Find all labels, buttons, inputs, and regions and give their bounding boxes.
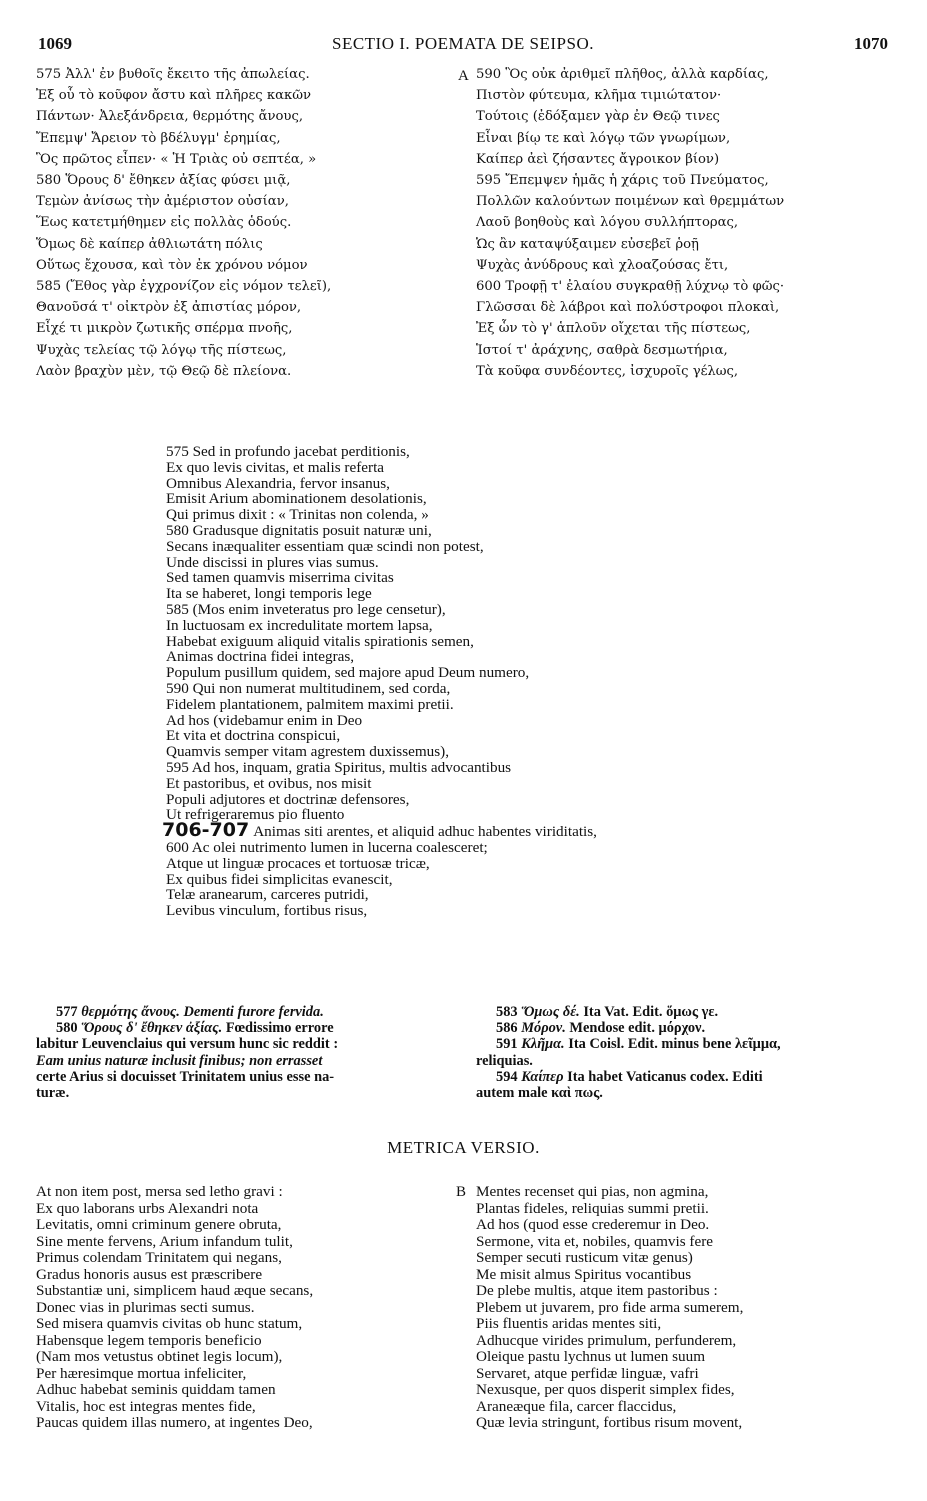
page-number-right: 1070 — [854, 34, 888, 53]
footnote-continuation: turæ. — [36, 1085, 70, 1102]
greek-verse-line: Πάντων· Ἀλεξάνδρεια, θερμότης ἄνους, — [36, 109, 304, 125]
footnote — [476, 1085, 906, 1101]
footnote-text: Dementi furore fervida. — [183, 1004, 324, 1020]
footnote-number: 586 — [496, 1020, 518, 1037]
latin-verse-line: Omnibus Alexandria, fervor insanus, — [166, 474, 390, 492]
footnote — [476, 1020, 906, 1036]
greek-verse-line: Λαὸν βραχὺν μὲν, τῷ Θεῷ δὲ πλείονα. — [36, 363, 292, 379]
greek-verse-line: 590 Ὃς οὐκ ἀριθμεῖ πλῆθος, ἀλλὰ καρδίας, — [476, 67, 769, 82]
latin-verse-line: Ad hos (videbamur enim in Deo — [166, 711, 363, 729]
metrica-versio-right-column — [476, 1184, 896, 1432]
latin-verse-line: Qui primus dixit : « Trinitas non colenda, » — [166, 506, 429, 524]
footnote-number: 591 — [496, 1036, 518, 1053]
latin-line-with-column-number — [162, 819, 846, 842]
running-header — [38, 34, 888, 58]
footnote — [36, 1004, 456, 1020]
metrica-verse-line: Sermone, vita et, nobiles, quamvis fere — [476, 1232, 714, 1250]
latin-verse-line: Populi adjutores et doctrinæ defensores, — [166, 790, 410, 808]
greek-verse-line: Τούτοις (ἐδόξαμεν γὰρ ἐν Θεῷ τινες — [476, 109, 720, 125]
metrica-verse-line: Donec vias in plurimas secti sumus. — [36, 1298, 255, 1316]
footnote — [476, 1036, 906, 1052]
metrica-verse-line: Oleique pastu lychnus ut lumen suum — [476, 1348, 706, 1365]
greek-verse-line: Καίπερ ἀεὶ ζήσαντες ἄγροικον βίον) — [476, 151, 720, 167]
metrica-verse-line: Nexusque, per quos disperit simplex fides, — [476, 1381, 735, 1398]
greek-verse-line: Τεμὼν ἀνίσως τὴν ἀμέριστον οὐσίαν, — [36, 194, 289, 210]
footnote-text: Ita habet Vaticanus codex. Editi — [567, 1068, 763, 1085]
footnote-lemma: θερμότης ἄνους. — [81, 1004, 180, 1020]
footnote-continuation: Eam unius naturæ inclusit finibus; non errasset — [36, 1052, 323, 1069]
metrica-verse-line: Per hæresimque mortua infeliciter, — [36, 1364, 247, 1382]
greek-verse-line: Πολλῶν καλούντων ποιμένων καὶ θρεμμάτων — [476, 194, 785, 210]
greek-verse-line: Ἔπεμψ' Ἄρειον τὸ βδέλυγμ' ἐρημίας, — [36, 130, 281, 146]
latin-verse-line: Emisit Arium abominationem desolationis, — [166, 490, 427, 508]
latin-verse-line: 575 Sed in profundo jacebat perditionis, — [166, 443, 410, 460]
metrica-verse-line: At non item post, mersa sed letho gravi : — [36, 1183, 283, 1200]
metrica-verse-line: Primus colendam Trinitatem qui negans, — [36, 1249, 282, 1266]
metrica-versio-left-column — [36, 1184, 446, 1432]
latin-verse-line: Secans inæqualiter essentiam quæ scindi non potest, — [166, 537, 484, 555]
greek-verse-line: 600 Τροφῇ τ' ἐλαίου συγκραθῇ λύχνῳ τὸ φῶς· — [476, 279, 785, 295]
footnote-number: 577 — [56, 1004, 78, 1020]
latin-verse-line: Quamvis semper vitam agrestem duxissemus), — [166, 743, 450, 761]
margin-marker-a: A — [458, 68, 469, 84]
metrica-verse-line: Ex quo laborans urbs Alexandri nota — [36, 1199, 259, 1217]
footnote — [476, 1053, 906, 1069]
latin-verse-line: Atque ut linguæ procaces et tortuosæ tricæ, — [166, 854, 430, 872]
column-number: 706-707 — [162, 819, 250, 842]
footnote — [476, 1069, 906, 1085]
latin-verse-line: In luctuosam ex incredulitate mortem lapsa, — [166, 616, 433, 634]
metrica-verse-line: Levitatis, omni criminum genere obruta, — [36, 1216, 282, 1233]
latin-verse-line: Et pastoribus, et ovibus, nos misit — [166, 774, 372, 792]
metrica-verse-line: Adhucque virides primulum, perfunderem, — [476, 1331, 737, 1349]
greek-verse-line: Ὡς ἂν καταψύξαιμεν εὐσεβεῖ ῥοῇ — [476, 236, 699, 252]
page-number-left: 1069 — [38, 34, 72, 53]
footnote — [476, 1004, 906, 1020]
metrica-verse-line: (Nam mos vetustus obtinet legis locum), — [36, 1348, 283, 1365]
footnote-text: Ita Vat. Edit. ὅμως γε. — [583, 1004, 719, 1020]
footnote-lemma: Καίπερ — [521, 1068, 564, 1085]
footnote-text: reliquias. — [476, 1052, 533, 1069]
latin-verse-line: 600 Ac olei nutrimento lumen in lucerna coalesceret; — [166, 838, 488, 856]
footnote-number: 580 — [56, 1020, 78, 1037]
greek-verse-line: Ἐξ οὗ τὸ κοῦφον ἄστυ καὶ πλῆρες κακῶν — [36, 88, 312, 104]
greek-verse-line: Εἶχέ τι μικρὸν ζωτικῆς σπέρμα πνοῆς, — [36, 321, 293, 337]
latin-verse-line: Telæ aranearum, carceres putridi, — [166, 886, 369, 904]
latin-verse-line: Fidelem plantationem, palmitem maximi pretii. — [166, 695, 454, 713]
footnote-continuation: certe Arius si docuisset Trinitatem unius esse na- — [36, 1068, 335, 1085]
latin-line-text: Animas siti arentes, et aliquid adhuc habentes viriditatis, — [253, 823, 597, 841]
latin-verse-line: 585 (Mos enim inveteratus pro lege censetur), — [166, 600, 446, 618]
greek-verse-line: Πιστὸν φύτευμα, κλῆμα τιμιώτατον· — [476, 88, 722, 104]
margin-marker-b: B — [456, 1184, 467, 1200]
footnote-text: Mendose edit. μόρχον. — [569, 1020, 706, 1037]
footnote-text: Ita Coisl. Edit. minus bene λεῖμμα, — [568, 1036, 781, 1053]
footnote-number: 594 — [496, 1068, 518, 1085]
greek-text-left-column — [36, 64, 446, 382]
footnote-text: Fœdissimo errore — [225, 1020, 334, 1037]
metrica-verse-line: De plebe multis, atque item pastoribus : — [476, 1282, 718, 1299]
running-title: SECTIO I. POEMATA DE SEIPSO. — [332, 34, 594, 53]
greek-verse-line: Οὕτως ἔχουσα, καὶ τὸν ἐκ χρόνου νόμον — [36, 257, 308, 273]
metrica-verse-line: Substantiæ uni, simplicem haud æque secans, — [36, 1282, 314, 1299]
greek-verse-line: Εἶναι βίῳ τε καὶ λόγῳ τῶν γνωρίμων, — [476, 130, 731, 146]
greek-verse-line: Ψυχὰς τελείας τῷ λόγῳ τῆς πίστεως, — [36, 342, 287, 358]
metrica-verse-line: Ad hos (quod esse crederemur in Deo. — [476, 1216, 710, 1233]
latin-verse-line: Levibus vinculum, fortibus risus, — [166, 902, 368, 920]
footnote-lemma: Ὅμως δέ. — [521, 1004, 580, 1020]
footnote-lemma: Μόρον. — [521, 1020, 566, 1037]
greek-verse-line: Ἕως κατετμήθημεν εἰς πολλὰς ὁδούς. — [36, 215, 292, 231]
latin-translation — [162, 443, 846, 920]
metrica-verse-line: Sed misera quamvis civitas ob hunc statum, — [36, 1315, 303, 1332]
greek-verse-line: Θανοῦσά τ' οἰκτρὸν ἐξ ἀπιστίας μόρον, — [36, 300, 302, 316]
latin-verse-line: 580 Gradusque dignitatis posuit naturæ uni, — [166, 521, 432, 539]
metrica-verse-line: Sine mente fervens, Arium infandum tulit, — [36, 1232, 293, 1250]
section-title: METRICA VERSIO. — [387, 1138, 540, 1157]
greek-verse-line: Ὃς πρῶτος εἶπεν· « Ἡ Τριὰς οὐ σεπτέα, » — [36, 151, 317, 167]
greek-verse-line: Γλῶσσαι δὲ λάβροι καὶ πολύστροφοι πλοκαὶ, — [476, 300, 780, 316]
greek-verse-line: 580 Ὅρους δ' ἔθηκεν ἀξίας φύσει μιᾷ, — [36, 173, 291, 189]
metrica-verse-line: Me misit almus Spiritus vocantibus — [476, 1265, 692, 1283]
greek-verse-line: Ἱστοί τ' ἀράχνης, σαθρὰ δεσμωτήρια, — [476, 342, 728, 358]
latin-verse-line: Populum pusillum quidem, sed majore apud Deum numero, — [166, 664, 530, 682]
latin-verse-line: Ita se haberet, longi temporis lege — [166, 585, 372, 603]
metrica-verse-line: Araneæque fila, carcer flaccidus, — [476, 1397, 677, 1415]
latin-verse-line: Sed tamen quamvis miserrima civitas — [166, 569, 394, 587]
metrica-verse-line: Plantas fideles, reliquias summi pretii. — [476, 1199, 709, 1217]
latin-verse-line: Habebat exiguum aliquid vitalis spirationis semen, — [166, 632, 474, 650]
greek-verse-line: 575 Ἀλλ' ἐν βυθοῖς ἔκειτο τῆς ἀπωλείας. — [36, 67, 310, 82]
metrica-verse-line: Piis fluentis aridas mentes siti, — [476, 1315, 662, 1332]
footnote-lemma: Ὅρους δ' ἔθηκεν ἀξίας. — [81, 1020, 223, 1037]
metrica-verse-line: Habensque legem temporis beneficio — [36, 1331, 262, 1349]
footnote — [36, 1020, 456, 1036]
latin-verse-line: Et vita et doctrina conspicui, — [166, 727, 341, 745]
footnotes-left-column — [36, 1004, 456, 1101]
metrica-verse-line: Plebem ut juvarem, pro fide arma sumerem, — [476, 1298, 744, 1316]
metrica-verse-line: Paucas quidem illas numero, at ingentes Deo, — [36, 1414, 313, 1431]
latin-verse-line: Ex quibus fidei simplicitas evanescit, — [166, 870, 393, 888]
metrica-verse-line: Vitalis, hoc est integras mentes fide, — [36, 1397, 256, 1415]
footnote-continuation: labitur Leuvenclaius qui versum hunc sic reddit : — [36, 1036, 339, 1053]
latin-verse-line: Animas doctrina fidei integras, — [166, 648, 355, 666]
metrica-verse-line: Gradus honoris ausus est præscribere — [36, 1265, 263, 1283]
metrica-verse-line: Adhuc habebat seminis quiddam tamen — [36, 1381, 276, 1398]
latin-verse-line: 590 Qui non numerat multitudinem, sed corda, — [166, 679, 451, 697]
greek-verse-line: 595 Ἔπεμψεν ἡμᾶς ἡ χάρις τοῦ Πνεύματος, — [476, 173, 769, 189]
metrica-verse-line: Semper secuti rusticum vitæ genus) — [476, 1249, 693, 1266]
footnote-number: 583 — [496, 1004, 518, 1020]
greek-verse-line: Ψυχὰς ἀνύδρους καὶ χλοαζούσας ἔτι, — [476, 257, 729, 273]
greek-verse-line: Τὰ κοῦφα συνδέοντες, ἰσχυροῖς γέλως, — [476, 363, 739, 379]
footnotes-right-column — [476, 1004, 906, 1101]
metrica-verse-line: Quæ levia stringunt, fortibus risum movent, — [476, 1414, 743, 1431]
latin-verse-line: 595 Ad hos, inquam, gratia Spiritus, multis advocantibus — [166, 758, 512, 776]
greek-verse-line: Ὅμως δὲ καίπερ ἀθλιωτάτη πόλις — [36, 236, 263, 252]
latin-verse-line: Unde discissi in plures vias sumus. — [166, 553, 379, 571]
greek-text-right-column — [476, 64, 896, 382]
footnote-text: autem male καὶ πως. — [476, 1085, 603, 1102]
latin-verse-line: Ut refrigeraremus pio fluento — [166, 806, 345, 824]
greek-verse-line: Ἐξ ὧν τὸ γ' ἁπλοῦν οἴχεται τῆς πίστεως, — [476, 321, 751, 337]
greek-verse-line: 585 (Ἔθος γὰρ ἐγχρονίζον εἰς νόμον τελεῖ), — [36, 279, 332, 295]
metrica-verse-line: Servaret, atque perfidæ linguæ, vafri — [476, 1364, 699, 1382]
greek-verse-line: Λαοῦ βοηθοὺς καὶ λόγου συλλήπτορας, — [476, 215, 739, 231]
latin-verse-line: Ex quo levis civitas, et malis referta — [166, 458, 385, 476]
metrica-verse-line: Mentes recenset qui pias, non agmina, — [476, 1183, 709, 1200]
footnote-lemma: Κλῆμα. — [521, 1036, 565, 1053]
